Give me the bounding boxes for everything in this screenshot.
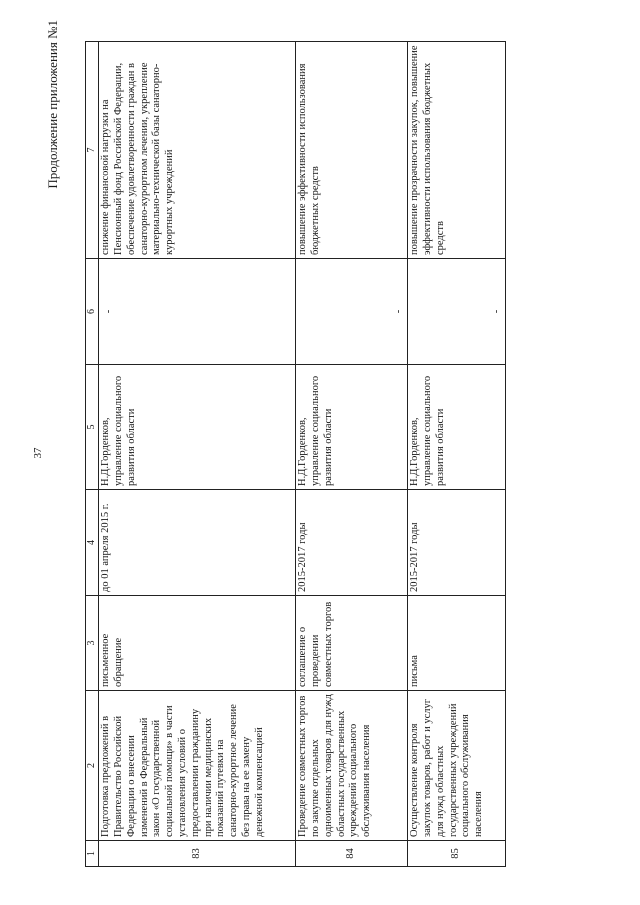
column-number: 6 (86, 259, 99, 365)
deadline-cell: 2015-2017 годы (408, 490, 506, 596)
form-cell: письменное обращение (99, 596, 296, 691)
table-row (99, 42, 296, 867)
column-number: 5 (86, 365, 99, 490)
page-number: 37 (32, 447, 44, 459)
table-row (408, 42, 506, 867)
col6-cell: - (99, 259, 296, 365)
measure-cell: Осуществление контроля закупок товаров, работ и услуг для нужд областных государственных учреждений социального обслуживания населения (408, 691, 506, 841)
form-cell: соглашение о проведении совместных торгов (296, 596, 408, 691)
responsible-cell: Н.Д.Горденков, управление социального развития области (408, 365, 506, 490)
result-cell: повышение прозрачности закупок, повышение эффективности использования бюджетных средств (408, 42, 506, 259)
responsible-cell: Н.Д.Горденков, управление социального развития области (296, 365, 408, 490)
measure-cell: Подготовка предложений в Правительство Российской Федерации о внесении изменений в Федеральный закон «О государственной социальной помощи» в части установления условий о предоставлении гражданину при наличии медицинских показаний путевки на санаторно-курортное лечение без права на ее замену денежной компенсацией (99, 691, 296, 841)
column-number: 2 (86, 691, 99, 841)
measures-table (85, 41, 506, 867)
column-number: 4 (86, 490, 99, 596)
result-cell: снижение финансовой нагрузки на Пенсионный фонд Российской Федерации, обеспечение удовлетворенности граждан в санаторно-курортном лечении, укрепление материально-технической базы санаторно-курортных учреждений (99, 42, 296, 259)
row-number: 84 (296, 841, 408, 867)
responsible-cell: Н.Д.Горденков, управление социального развития области (99, 365, 296, 490)
table-row (296, 42, 408, 867)
col6-cell: - (296, 259, 408, 365)
header-row (86, 42, 99, 867)
row-number: 83 (99, 841, 296, 867)
appendix-title: Продолжение приложения №1 (45, 20, 60, 189)
deadline-cell: до 01 апреля 2015 г. (99, 490, 296, 596)
row-number: 85 (408, 841, 506, 867)
form-cell: письма (408, 596, 506, 691)
measure-cell: Проведение совместных торгов по закупке отдельных одноименных товаров для нужд областных государственных учреждений социального обслуживания населения (296, 691, 408, 841)
result-cell: повышение эффективности использования бюджетных средств (296, 42, 408, 259)
deadline-cell: 2015-2017 годы (296, 490, 408, 596)
column-number: 3 (86, 596, 99, 691)
col6-cell: - (408, 259, 506, 365)
column-number: 7 (86, 42, 99, 259)
column-number: 1 (86, 841, 99, 867)
